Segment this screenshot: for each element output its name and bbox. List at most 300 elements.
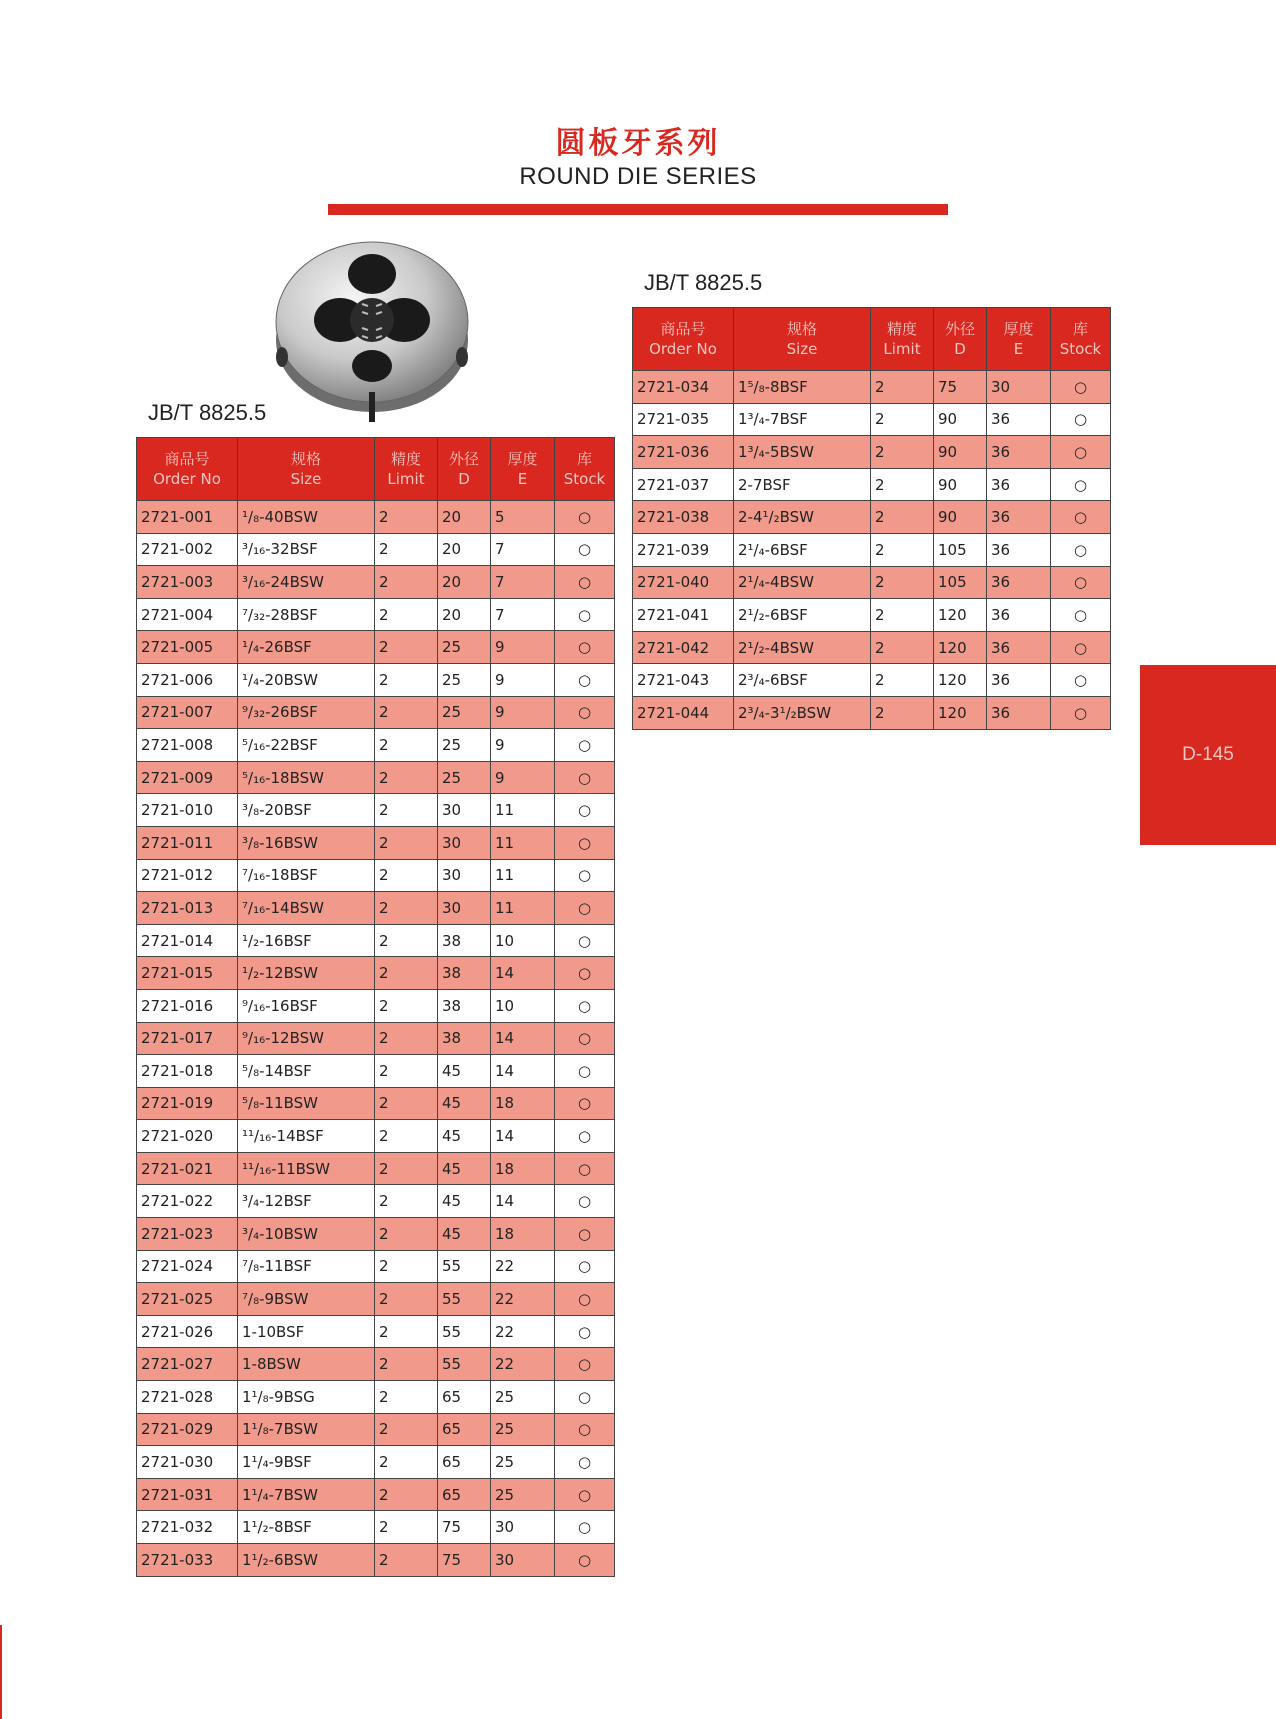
- order-no-cell: 2721-039: [633, 533, 734, 566]
- thickness-cell: 22: [491, 1348, 555, 1381]
- thickness-cell: 22: [491, 1250, 555, 1283]
- table-row: [137, 989, 615, 1022]
- limit-cell: 2: [375, 598, 438, 631]
- stock-cell: ○: [555, 924, 615, 957]
- order-no-cell: 2721-015: [137, 957, 238, 990]
- size-cell: ¹¹/₁₆-14BSF: [238, 1120, 375, 1153]
- table-row: [137, 1218, 615, 1251]
- order-no-cell: 2721-010: [137, 794, 238, 827]
- size-cell: ³/₁₆-24BSW: [238, 566, 375, 599]
- diameter-cell: 30: [438, 826, 491, 859]
- stock-cell: ○: [555, 1152, 615, 1185]
- table-row: [137, 1022, 615, 1055]
- order-no-cell: 2721-034: [633, 371, 734, 404]
- stock-cell: ○: [555, 533, 615, 566]
- order-no-cell: 2721-024: [137, 1250, 238, 1283]
- order-no-cell: 2721-006: [137, 663, 238, 696]
- size-cell: ⁵/₈-14BSF: [238, 1055, 375, 1088]
- size-cell: 2-7BSF: [734, 468, 871, 501]
- col-limit: 精度 Limit: [871, 308, 934, 371]
- stock-cell: ○: [555, 663, 615, 696]
- thickness-cell: 14: [491, 1185, 555, 1218]
- stock-cell: ○: [555, 989, 615, 1022]
- table-row: [137, 533, 615, 566]
- thickness-cell: 9: [491, 761, 555, 794]
- table-row: [137, 1413, 615, 1446]
- size-cell: 2¹/₄-4BSW: [734, 566, 871, 599]
- thickness-cell: 36: [987, 631, 1051, 664]
- diameter-cell: 45: [438, 1185, 491, 1218]
- limit-cell: 2: [871, 631, 934, 664]
- stock-cell: ○: [555, 1511, 615, 1544]
- size-cell: 1-10BSF: [238, 1315, 375, 1348]
- limit-cell: 2: [375, 924, 438, 957]
- table-row: [137, 1478, 615, 1511]
- thickness-cell: 22: [491, 1283, 555, 1316]
- stock-cell: ○: [555, 1446, 615, 1479]
- diameter-cell: 55: [438, 1348, 491, 1381]
- table-row: [137, 1381, 615, 1414]
- diameter-cell: 65: [438, 1446, 491, 1479]
- order-no-cell: 2721-030: [137, 1446, 238, 1479]
- thickness-cell: 30: [987, 371, 1051, 404]
- diameter-cell: 120: [934, 664, 987, 697]
- stock-cell: ○: [555, 1413, 615, 1446]
- edge-marker: [0, 1625, 2, 1719]
- thickness-cell: 11: [491, 826, 555, 859]
- order-no-cell: 2721-019: [137, 1087, 238, 1120]
- thickness-cell: 9: [491, 729, 555, 762]
- stock-cell: ○: [555, 1348, 615, 1381]
- stock-cell: ○: [555, 1544, 615, 1577]
- diameter-cell: 65: [438, 1478, 491, 1511]
- table-row: [633, 468, 1111, 501]
- size-cell: 2¹/₂-6BSF: [734, 599, 871, 632]
- limit-cell: 2: [375, 663, 438, 696]
- table-row: [137, 1348, 615, 1381]
- order-no-cell: 2721-036: [633, 436, 734, 469]
- limit-cell: 2: [375, 696, 438, 729]
- thickness-cell: 14: [491, 1120, 555, 1153]
- order-no-cell: 2721-023: [137, 1218, 238, 1251]
- stock-cell: ○: [555, 1315, 615, 1348]
- diameter-cell: 25: [438, 663, 491, 696]
- thickness-cell: 5: [491, 501, 555, 534]
- limit-cell: 2: [871, 436, 934, 469]
- order-no-cell: 2721-005: [137, 631, 238, 664]
- table-row: [633, 599, 1111, 632]
- diameter-cell: 65: [438, 1413, 491, 1446]
- diameter-cell: 45: [438, 1218, 491, 1251]
- size-cell: ⁷/₁₆-14BSW: [238, 892, 375, 925]
- table-row: [137, 501, 615, 534]
- thickness-cell: 11: [491, 859, 555, 892]
- standard-label-left: JB/T 8825.5: [148, 400, 267, 425]
- size-cell: 2¹/₂-4BSW: [734, 631, 871, 664]
- col-e: 厚度 E: [987, 308, 1051, 371]
- diameter-cell: 38: [438, 989, 491, 1022]
- table-row: [137, 1544, 615, 1577]
- stock-cell: ○: [555, 1478, 615, 1511]
- col-stock: 库 Stock: [1051, 308, 1111, 371]
- order-no-cell: 2721-041: [633, 599, 734, 632]
- stock-cell: ○: [555, 566, 615, 599]
- limit-cell: 2: [871, 664, 934, 697]
- thickness-cell: 25: [491, 1478, 555, 1511]
- diameter-cell: 120: [934, 599, 987, 632]
- limit-cell: 2: [375, 1381, 438, 1414]
- stock-cell: ○: [555, 1381, 615, 1414]
- diameter-cell: 90: [934, 403, 987, 436]
- thickness-cell: 36: [987, 696, 1051, 729]
- thickness-cell: 11: [491, 794, 555, 827]
- limit-cell: 2: [871, 501, 934, 534]
- size-cell: ⁷/₈-9BSW: [238, 1283, 375, 1316]
- table-row: [137, 1120, 615, 1153]
- table-row: [633, 664, 1111, 697]
- order-no-cell: 2721-002: [137, 533, 238, 566]
- col-limit: 精度 Limit: [375, 438, 438, 501]
- limit-cell: 2: [375, 1511, 438, 1544]
- spec-table-left: [136, 437, 615, 1577]
- diameter-cell: 38: [438, 1022, 491, 1055]
- limit-cell: 2: [375, 1478, 438, 1511]
- stock-cell: ○: [1051, 631, 1111, 664]
- order-no-cell: 2721-007: [137, 696, 238, 729]
- limit-cell: 2: [871, 468, 934, 501]
- size-cell: 1³/₄-5BSW: [734, 436, 871, 469]
- table-row: [137, 1250, 615, 1283]
- diameter-cell: 105: [934, 566, 987, 599]
- size-cell: ¹¹/₁₆-11BSW: [238, 1152, 375, 1185]
- table-row: [137, 957, 615, 990]
- table-row: [137, 892, 615, 925]
- order-no-cell: 2721-026: [137, 1315, 238, 1348]
- stock-cell: ○: [555, 631, 615, 664]
- col-d: 外径 D: [438, 438, 491, 501]
- stock-cell: ○: [1051, 436, 1111, 469]
- limit-cell: 2: [375, 892, 438, 925]
- size-cell: 2³/₄-3¹/₂BSW: [734, 696, 871, 729]
- size-cell: ³/₁₆-32BSF: [238, 533, 375, 566]
- table-row: [633, 566, 1111, 599]
- size-cell: 1¹/₂-8BSF: [238, 1511, 375, 1544]
- stock-cell: ○: [555, 826, 615, 859]
- order-no-cell: 2721-044: [633, 696, 734, 729]
- stock-cell: ○: [555, 1055, 615, 1088]
- diameter-cell: 90: [934, 501, 987, 534]
- diameter-cell: 55: [438, 1283, 491, 1316]
- size-cell: ⁹/₁₆-12BSW: [238, 1022, 375, 1055]
- limit-cell: 2: [375, 1218, 438, 1251]
- thickness-cell: 36: [987, 664, 1051, 697]
- stock-cell: ○: [555, 892, 615, 925]
- limit-cell: 2: [871, 371, 934, 404]
- table-row: [137, 566, 615, 599]
- diameter-cell: 90: [934, 468, 987, 501]
- stock-cell: ○: [1051, 468, 1111, 501]
- diameter-cell: 20: [438, 566, 491, 599]
- limit-cell: 2: [375, 1185, 438, 1218]
- diameter-cell: 75: [438, 1544, 491, 1577]
- table-row: [137, 631, 615, 664]
- order-no-cell: 2721-031: [137, 1478, 238, 1511]
- thickness-cell: 9: [491, 631, 555, 664]
- table-row: [137, 1511, 615, 1544]
- table-row: [137, 598, 615, 631]
- thickness-cell: 11: [491, 892, 555, 925]
- order-no-cell: 2721-020: [137, 1120, 238, 1153]
- thickness-cell: 7: [491, 598, 555, 631]
- title-underline-bar: [328, 204, 948, 215]
- limit-cell: 2: [375, 631, 438, 664]
- size-cell: ⁷/₈-11BSF: [238, 1250, 375, 1283]
- limit-cell: 2: [871, 696, 934, 729]
- thickness-cell: 14: [491, 1022, 555, 1055]
- limit-cell: 2: [375, 1315, 438, 1348]
- size-cell: ³/₈-20BSF: [238, 794, 375, 827]
- limit-cell: 2: [375, 1055, 438, 1088]
- size-cell: 1¹/₄-7BSW: [238, 1478, 375, 1511]
- thickness-cell: 18: [491, 1152, 555, 1185]
- order-no-cell: 2721-028: [137, 1381, 238, 1414]
- order-no-cell: 2721-017: [137, 1022, 238, 1055]
- size-cell: ³/₄-12BSF: [238, 1185, 375, 1218]
- size-cell: 1-8BSW: [238, 1348, 375, 1381]
- order-no-cell: 2721-013: [137, 892, 238, 925]
- diameter-cell: 45: [438, 1087, 491, 1120]
- thickness-cell: 10: [491, 924, 555, 957]
- diameter-cell: 20: [438, 501, 491, 534]
- diameter-cell: 30: [438, 794, 491, 827]
- round-die-image: [272, 232, 472, 422]
- limit-cell: 2: [375, 566, 438, 599]
- order-no-cell: 2721-043: [633, 664, 734, 697]
- limit-cell: 2: [375, 1250, 438, 1283]
- limit-cell: 2: [375, 1544, 438, 1577]
- limit-cell: 2: [375, 1413, 438, 1446]
- limit-cell: 2: [375, 957, 438, 990]
- stock-cell: ○: [1051, 599, 1111, 632]
- col-size: 规格 Size: [734, 308, 871, 371]
- thickness-cell: 30: [491, 1544, 555, 1577]
- col-e: 厚度 E: [491, 438, 555, 501]
- limit-cell: 2: [871, 403, 934, 436]
- stock-cell: ○: [555, 1250, 615, 1283]
- stock-cell: ○: [555, 729, 615, 762]
- limit-cell: 2: [375, 1446, 438, 1479]
- stock-cell: ○: [1051, 696, 1111, 729]
- stock-cell: ○: [1051, 533, 1111, 566]
- order-no-cell: 2721-042: [633, 631, 734, 664]
- diameter-cell: 55: [438, 1315, 491, 1348]
- col-order-no: 商品号 Order No: [137, 438, 238, 501]
- table-row: [137, 1152, 615, 1185]
- diameter-cell: 75: [438, 1511, 491, 1544]
- size-cell: 2³/₄-6BSF: [734, 664, 871, 697]
- size-cell: 1⁵/₈-8BSF: [734, 371, 871, 404]
- stock-cell: ○: [555, 1218, 615, 1251]
- limit-cell: 2: [375, 1152, 438, 1185]
- thickness-cell: 36: [987, 599, 1051, 632]
- order-no-cell: 2721-038: [633, 501, 734, 534]
- thickness-cell: 36: [987, 566, 1051, 599]
- limit-cell: 2: [375, 1087, 438, 1120]
- table-row: [633, 403, 1111, 436]
- order-no-cell: 2721-004: [137, 598, 238, 631]
- table-row: [137, 663, 615, 696]
- diameter-cell: 120: [934, 631, 987, 664]
- size-cell: 1¹/₄-9BSF: [238, 1446, 375, 1479]
- order-no-cell: 2721-040: [633, 566, 734, 599]
- order-no-cell: 2721-014: [137, 924, 238, 957]
- size-cell: ⁹/₁₆-16BSF: [238, 989, 375, 1022]
- table-row: [137, 1087, 615, 1120]
- diameter-cell: 20: [438, 598, 491, 631]
- table-row: [137, 859, 615, 892]
- stock-cell: ○: [1051, 566, 1111, 599]
- thickness-cell: 25: [491, 1381, 555, 1414]
- stock-cell: ○: [555, 1283, 615, 1316]
- thickness-cell: 36: [987, 403, 1051, 436]
- order-no-cell: 2721-037: [633, 468, 734, 501]
- diameter-cell: 75: [934, 371, 987, 404]
- order-no-cell: 2721-021: [137, 1152, 238, 1185]
- thickness-cell: 7: [491, 533, 555, 566]
- table-header-row: [137, 438, 615, 501]
- order-no-cell: 2721-033: [137, 1544, 238, 1577]
- stock-cell: ○: [555, 859, 615, 892]
- thickness-cell: 36: [987, 533, 1051, 566]
- limit-cell: 2: [375, 859, 438, 892]
- diameter-cell: 45: [438, 1055, 491, 1088]
- diameter-cell: 30: [438, 859, 491, 892]
- order-no-cell: 2721-008: [137, 729, 238, 762]
- size-cell: ¹/₈-40BSW: [238, 501, 375, 534]
- order-no-cell: 2721-032: [137, 1511, 238, 1544]
- table-row: [137, 1185, 615, 1218]
- thickness-cell: 25: [491, 1446, 555, 1479]
- thickness-cell: 14: [491, 1055, 555, 1088]
- spec-table-right: [632, 307, 1111, 730]
- limit-cell: 2: [871, 533, 934, 566]
- size-cell: ³/₄-10BSW: [238, 1218, 375, 1251]
- diameter-cell: 25: [438, 729, 491, 762]
- page-title-cn: 圆板牙系列: [555, 126, 721, 161]
- order-no-cell: 2721-022: [137, 1185, 238, 1218]
- table-row: [633, 533, 1111, 566]
- thickness-cell: 14: [491, 957, 555, 990]
- table-row: [633, 436, 1111, 469]
- limit-cell: 2: [375, 1283, 438, 1316]
- limit-cell: 2: [375, 729, 438, 762]
- stock-cell: ○: [555, 598, 615, 631]
- thickness-cell: 18: [491, 1087, 555, 1120]
- order-no-cell: 2721-035: [633, 403, 734, 436]
- order-no-cell: 2721-016: [137, 989, 238, 1022]
- table-row: [137, 1055, 615, 1088]
- diameter-cell: 30: [438, 892, 491, 925]
- order-no-cell: 2721-012: [137, 859, 238, 892]
- stock-cell: ○: [555, 696, 615, 729]
- table-row: [633, 696, 1111, 729]
- col-size: 规格 Size: [238, 438, 375, 501]
- table-row: [137, 729, 615, 762]
- limit-cell: 2: [871, 566, 934, 599]
- order-no-cell: 2721-011: [137, 826, 238, 859]
- table-row: [137, 794, 615, 827]
- size-cell: ⁵/₁₆-18BSW: [238, 761, 375, 794]
- size-cell: ¹/₂-16BSF: [238, 924, 375, 957]
- thickness-cell: 18: [491, 1218, 555, 1251]
- order-no-cell: 2721-001: [137, 501, 238, 534]
- size-cell: ⁵/₈-11BSW: [238, 1087, 375, 1120]
- limit-cell: 2: [375, 1022, 438, 1055]
- stock-cell: ○: [555, 1185, 615, 1218]
- size-cell: ¹/₄-20BSW: [238, 663, 375, 696]
- table-header-row: [633, 308, 1111, 371]
- size-cell: ⁹/₃₂-26BSF: [238, 696, 375, 729]
- diameter-cell: 25: [438, 631, 491, 664]
- diameter-cell: 25: [438, 696, 491, 729]
- limit-cell: 2: [375, 533, 438, 566]
- order-no-cell: 2721-025: [137, 1283, 238, 1316]
- size-cell: 1¹/₂-6BSW: [238, 1544, 375, 1577]
- order-no-cell: 2721-018: [137, 1055, 238, 1088]
- diameter-cell: 25: [438, 761, 491, 794]
- size-cell: ⁵/₁₆-22BSF: [238, 729, 375, 762]
- thickness-cell: 9: [491, 696, 555, 729]
- size-cell: ¹/₂-12BSW: [238, 957, 375, 990]
- stock-cell: ○: [1051, 664, 1111, 697]
- table-row: [137, 826, 615, 859]
- diameter-cell: 20: [438, 533, 491, 566]
- page-number-tab: D-145: [1140, 665, 1276, 845]
- diameter-cell: 55: [438, 1250, 491, 1283]
- thickness-cell: 9: [491, 663, 555, 696]
- size-cell: ¹/₄-26BSF: [238, 631, 375, 664]
- table-row: [137, 761, 615, 794]
- limit-cell: 2: [375, 761, 438, 794]
- thickness-cell: 22: [491, 1315, 555, 1348]
- order-no-cell: 2721-003: [137, 566, 238, 599]
- order-no-cell: 2721-009: [137, 761, 238, 794]
- col-order-no: 商品号 Order No: [633, 308, 734, 371]
- diameter-cell: 38: [438, 957, 491, 990]
- limit-cell: 2: [375, 501, 438, 534]
- size-cell: ⁷/₃₂-28BSF: [238, 598, 375, 631]
- stock-cell: ○: [1051, 501, 1111, 534]
- size-cell: ³/₈-16BSW: [238, 826, 375, 859]
- thickness-cell: 7: [491, 566, 555, 599]
- thickness-cell: 30: [491, 1511, 555, 1544]
- stock-cell: ○: [555, 957, 615, 990]
- stock-cell: ○: [555, 794, 615, 827]
- diameter-cell: 105: [934, 533, 987, 566]
- diameter-cell: 90: [934, 436, 987, 469]
- stock-cell: ○: [555, 1120, 615, 1153]
- stock-cell: ○: [555, 1087, 615, 1120]
- table-row: [137, 1446, 615, 1479]
- standard-label-right: JB/T 8825.5: [644, 270, 763, 295]
- size-cell: 1¹/₈-9BSG: [238, 1381, 375, 1414]
- size-cell: 1¹/₈-7BSW: [238, 1413, 375, 1446]
- table-row: [137, 696, 615, 729]
- table-row: [633, 631, 1111, 664]
- table-row: [137, 1315, 615, 1348]
- diameter-cell: 65: [438, 1381, 491, 1414]
- stock-cell: ○: [1051, 403, 1111, 436]
